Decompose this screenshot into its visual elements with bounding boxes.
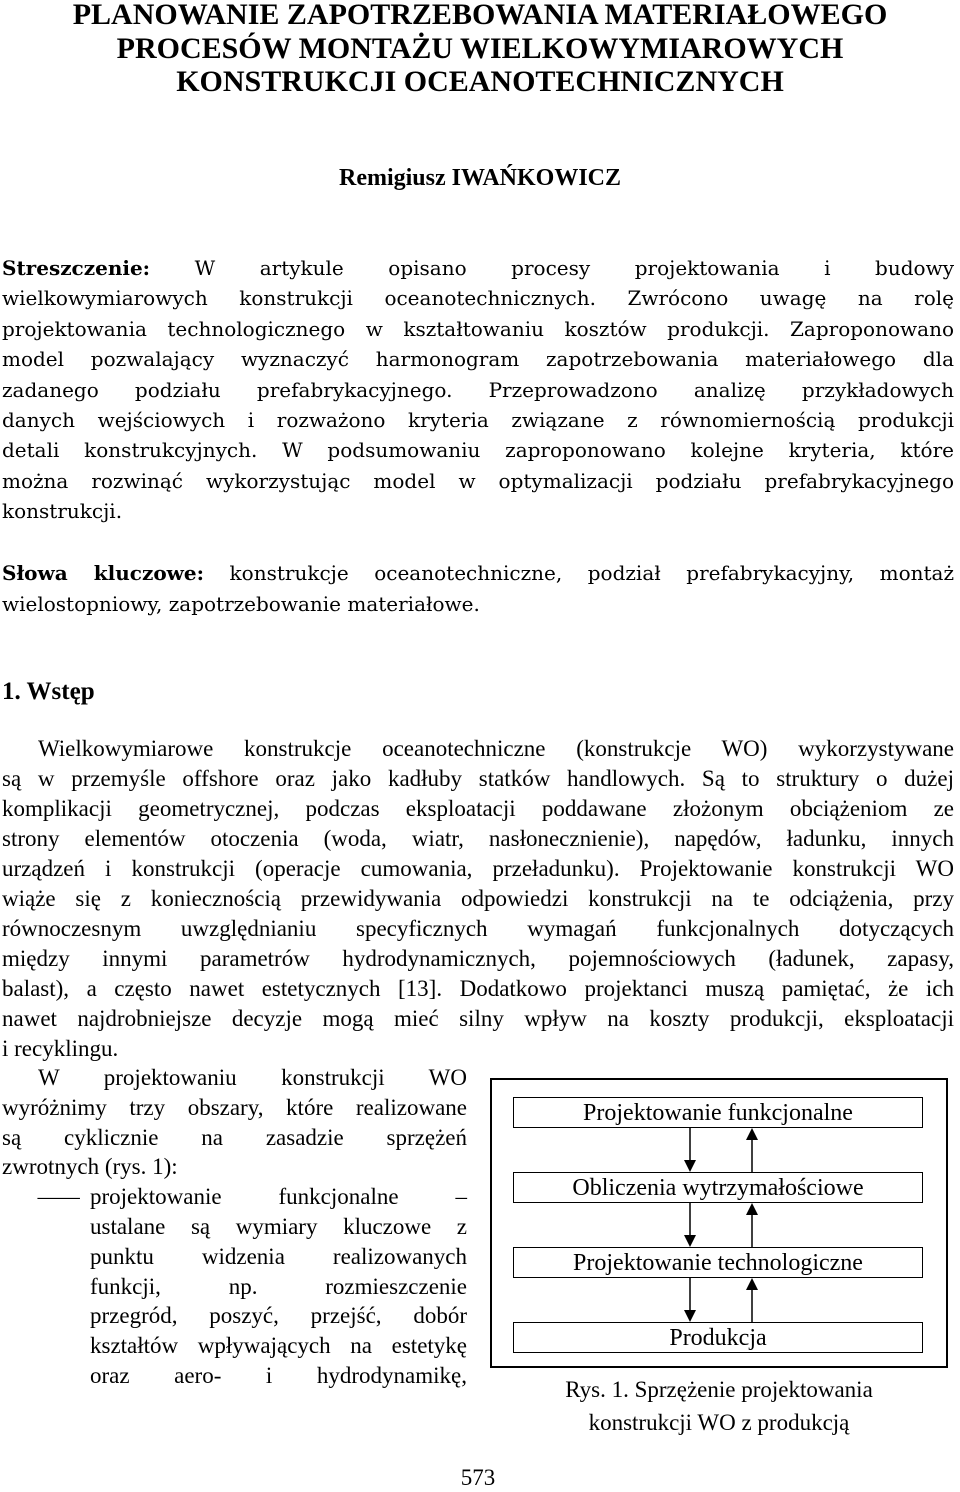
body-line: i recyklingu. <box>2 1036 119 1061</box>
abstract-label: Streszczenie: <box>2 256 151 280</box>
body-line: wiąże się z koniecznością przewidywania odpowiedzi konstrukcji na te odciążenia, przy <box>2 886 954 911</box>
abstract-line: można rozwinąć wykorzystując model w optymalizacji podziału prefabrykacyjnego <box>2 468 954 493</box>
abstract-line: model pozwalający wyznaczyć harmonogram zapotrzebowania materiałowego dla <box>2 347 954 372</box>
body-line: W projektowaniu konstrukcji WO <box>38 1065 467 1090</box>
author-name: Remigiusz IWAŃKOWICZ <box>338 165 621 191</box>
column-paragraph <box>2 1063 467 1391</box>
arrow-up-icon <box>746 1278 758 1322</box>
page-number: 573 <box>460 1465 496 1490</box>
body-line: między innymi parametrów hydrodynamicznych, pojemnościowych (ładunek, zapasy, <box>2 946 954 971</box>
list-line: punktu widzenia realizowanych <box>90 1243 467 1269</box>
body-line: komplikacji geometrycznej, podczas eksploatacji poddawane złożonym obciążeniom ze <box>2 796 954 821</box>
figure-arrows <box>492 1080 946 1366</box>
abstract-line: projektowania technologicznego w kształtowaniu kosztów produkcji. Zaproponowano <box>2 316 954 341</box>
abstract-line: konstrukcji. <box>2 499 123 524</box>
body-line: są w przemyśle offshore oraz jako kadłuby statków handlowych. Są to struktury o dużej <box>2 766 954 791</box>
keywords-line <box>2 558 954 589</box>
list-line: oraz aero- i hydrodynamikę, <box>90 1362 467 1388</box>
abstract-line <box>2 253 954 283</box>
body-line: zwrotnych (rys. 1): <box>2 1154 178 1180</box>
caption-line: Rys. 1. Sprzężenie projektowania <box>565 1377 873 1402</box>
title-line: PLANOWANIE ZAPOTRZEBOWANIA MATERIAŁOWEGO <box>72 0 888 31</box>
body-line: strony elementów otoczenia (woda, wiatr, nasłonecznienie), napędów, ładunku, innych <box>2 826 954 851</box>
caption-line: konstrukcji WO z produkcją <box>588 1410 850 1435</box>
abstract-line: danych wejściowych i rozważono kryteria związane z równomiernością produkcji <box>2 408 954 433</box>
list-item <box>2 1182 467 1391</box>
keywords-label: Słowa kluczowe: <box>2 561 204 585</box>
paper-title <box>0 0 960 99</box>
body-line: balast), a często nawet estetycznych [13]. Dodatkowo projektanci muszą pamiętać, że ich <box>2 976 954 1001</box>
list-line: kształtów wpływających na estetykę <box>90 1333 467 1359</box>
figure-box: Produkcja <box>513 1322 923 1353</box>
keywords-line: wielostopniowy, zapotrzebowanie materiałowe. <box>2 592 480 616</box>
body-paragraph <box>2 734 954 1064</box>
keywords-text: konstrukcje oceanotechniczne, podział prefabrykacyjny, montaż <box>229 561 955 585</box>
figure-box: Projektowanie funkcjonalne <box>513 1097 923 1128</box>
abstract-line: wielkowymiarowych konstrukcji oceanotechnicznych. Zwrócono uwagę na rolę <box>2 286 954 311</box>
abstract-line: zadanego podziału prefabrykacyjnego. Przeprowadzono analizę przykładowych <box>2 377 954 402</box>
keywords <box>2 558 954 620</box>
title-line: KONSTRUKCJI OCEANOTECHNICZNYCH <box>176 65 784 98</box>
list-line: funkcji, np. rozmieszczenie <box>90 1273 467 1299</box>
body-line: równoczesnym uwzględnianiu specyficznych wymagań funkcjonalnych dotyczących <box>2 916 954 941</box>
section-heading: 1. Wstęp <box>2 678 95 705</box>
abstract-text: W artykule opisano procesy projektowania i budowy <box>194 256 955 280</box>
list-bullet: – <box>38 1184 80 1210</box>
list-line: ustalane są wymiary kluczowe z <box>90 1213 467 1239</box>
list-line: projektowanie funkcjonalne – <box>90 1184 467 1210</box>
arrow-up-icon <box>746 1203 758 1247</box>
body-line: są cyklicznie na zasadzie sprzężeń <box>2 1124 467 1150</box>
body-line: wyróżnimy trzy obszary, które realizowane <box>2 1094 467 1120</box>
body-line: Wielkowymiarowe konstrukcje oceanotechniczne (konstrukcje WO) wykorzystywane <box>38 736 954 761</box>
arrow-up-icon <box>746 1128 758 1172</box>
title-line: PROCESÓW MONTAŻU WIELKOWYMIAROWYCH <box>116 31 844 65</box>
abstract-line: detali konstrukcyjnych. W podsumowaniu zaproponowano kolejne kryteria, które <box>2 438 954 463</box>
arrow-down-icon <box>684 1128 696 1172</box>
figure-box: Obliczenia wytrzymałościowe <box>513 1172 923 1203</box>
figure-caption <box>490 1373 948 1439</box>
list-line: przegród, poszyć, przejść, dobór <box>90 1303 467 1329</box>
arrow-down-icon <box>684 1203 696 1247</box>
body-line: nawet najdrobniejsze decyzje mogą mieć silny wpływ na koszty produkcji, eksploatacji <box>2 1006 954 1031</box>
body-line: urządzeń i konstrukcji (operacje cumowania, przeładunku). Projektowanie konstrukcji WO <box>2 856 954 881</box>
arrow-down-icon <box>684 1278 696 1322</box>
abstract <box>2 253 954 527</box>
figure-diagram <box>490 1078 948 1368</box>
figure-box: Projektowanie technologiczne <box>513 1247 923 1278</box>
